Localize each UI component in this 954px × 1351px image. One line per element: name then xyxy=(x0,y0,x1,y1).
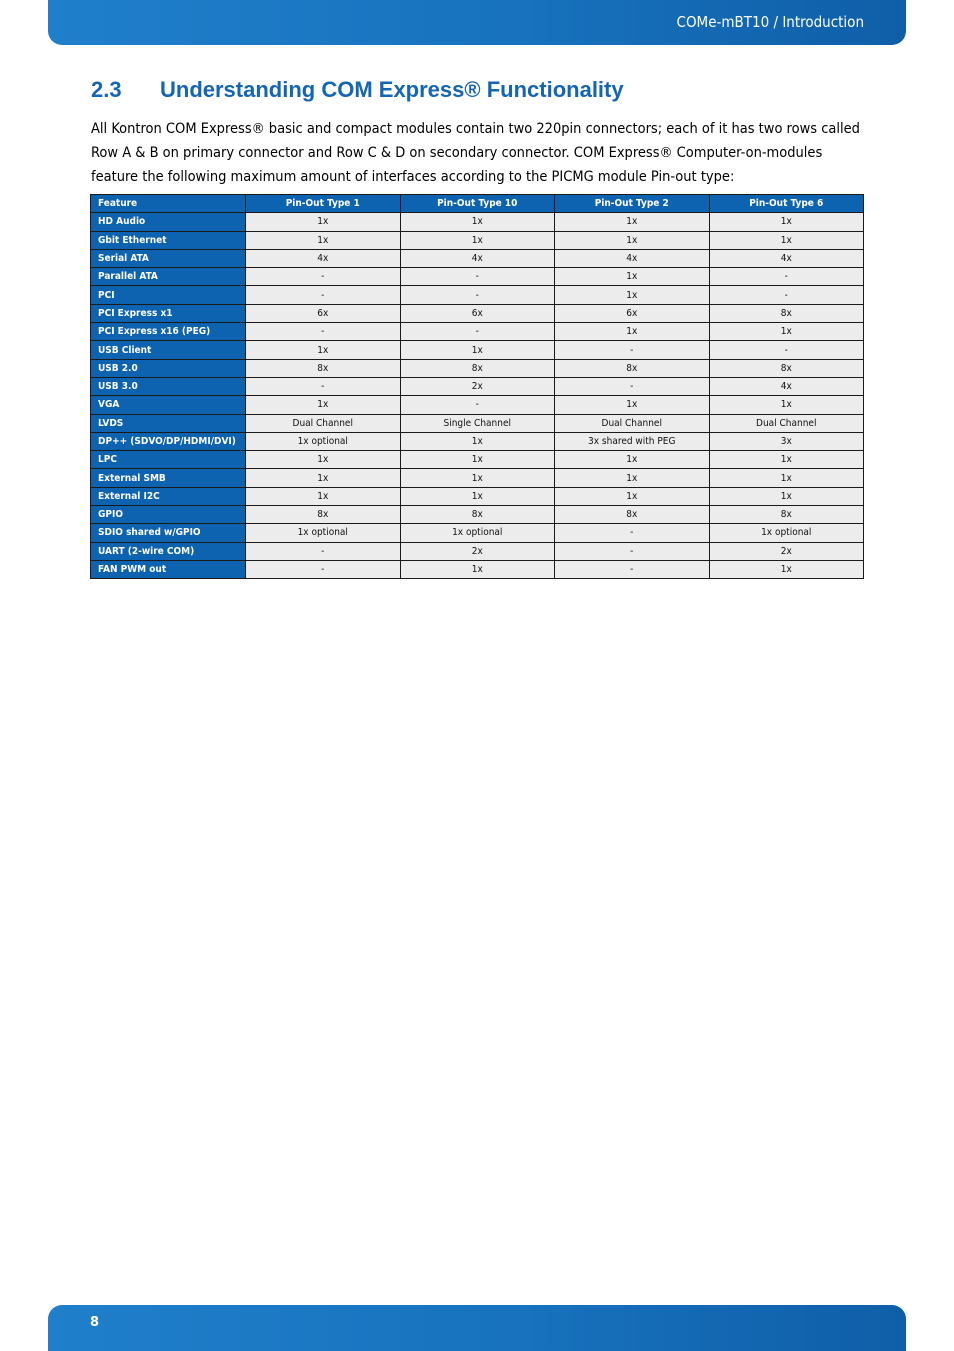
feature-name-cell: USB Client xyxy=(91,341,246,359)
value-cell: 6x xyxy=(246,304,401,322)
value-cell: 8x xyxy=(400,506,555,524)
value-cell: 1x xyxy=(709,323,864,341)
value-cell: 8x xyxy=(709,506,864,524)
table-row xyxy=(91,524,864,542)
value-cell: 3x shared with PEG xyxy=(555,432,710,450)
value-cell: 4x xyxy=(555,249,710,267)
value-cell: - xyxy=(246,323,401,341)
value-cell: 8x xyxy=(246,359,401,377)
feature-name-cell: UART (2-wire COM) xyxy=(91,542,246,560)
section-number: 2.3 xyxy=(91,77,122,102)
feature-name-cell: FAN PWM out xyxy=(91,560,246,578)
value-cell: - xyxy=(709,341,864,359)
feature-name-cell: SDIO shared w/GPIO xyxy=(91,524,246,542)
page-header-bar xyxy=(48,0,906,45)
table-row xyxy=(91,323,864,341)
table-row xyxy=(91,213,864,231)
value-cell: 1x xyxy=(246,341,401,359)
value-cell: 1x xyxy=(246,469,401,487)
feature-name-cell: External SMB xyxy=(91,469,246,487)
value-cell: 8x xyxy=(709,304,864,322)
column-header: Pin-Out Type 1 xyxy=(246,195,401,213)
value-cell: 1x xyxy=(709,469,864,487)
column-header: Feature xyxy=(91,195,246,213)
table-row xyxy=(91,341,864,359)
value-cell: 1x xyxy=(709,396,864,414)
value-cell: 1x xyxy=(709,487,864,505)
value-cell: 1x xyxy=(555,323,710,341)
column-header: Pin-Out Type 6 xyxy=(709,195,864,213)
feature-name-cell: DP++ (SDVO/DP/HDMI/DVI) xyxy=(91,432,246,450)
value-cell: 1x xyxy=(246,213,401,231)
value-cell: 1x xyxy=(709,451,864,469)
feature-name-cell: PCI xyxy=(91,286,246,304)
value-cell: 1x xyxy=(400,560,555,578)
value-cell: 6x xyxy=(400,304,555,322)
value-cell: 1x xyxy=(246,396,401,414)
value-cell: 1x xyxy=(709,231,864,249)
value-cell: 1x xyxy=(555,396,710,414)
table-row xyxy=(91,469,864,487)
value-cell: 1x xyxy=(555,268,710,286)
value-cell: 1x xyxy=(400,231,555,249)
page-footer-bar xyxy=(48,1305,906,1351)
table-row xyxy=(91,377,864,395)
feature-name-cell: VGA xyxy=(91,396,246,414)
value-cell: - xyxy=(555,542,710,560)
value-cell: - xyxy=(246,560,401,578)
feature-table xyxy=(90,194,864,579)
value-cell: 1x xyxy=(246,451,401,469)
column-header: Pin-Out Type 10 xyxy=(400,195,555,213)
value-cell: - xyxy=(400,323,555,341)
value-cell: 8x xyxy=(555,506,710,524)
value-cell: 3x xyxy=(709,432,864,450)
document-title: COMe-mBT10 / Introduction xyxy=(676,13,864,31)
value-cell: 4x xyxy=(709,377,864,395)
value-cell: - xyxy=(246,542,401,560)
feature-name-cell: USB 3.0 xyxy=(91,377,246,395)
value-cell: 4x xyxy=(400,249,555,267)
value-cell: 8x xyxy=(709,359,864,377)
value-cell: - xyxy=(246,286,401,304)
value-cell: 8x xyxy=(246,506,401,524)
feature-name-cell: PCI Express x16 (PEG) xyxy=(91,323,246,341)
intro-paragraph: All Kontron COM Express® basic and compact modules contain two 220pin connectors; each of it has two rows called Row A & B on primary connector and Row C & D on secondary connector. COM Express® Computer-on-modules feature the following maximum amount of interfaces according to the PICMG module Pin-out type: xyxy=(91,121,860,185)
table-row xyxy=(91,286,864,304)
feature-name-cell: PCI Express x1 xyxy=(91,304,246,322)
value-cell: - xyxy=(709,268,864,286)
value-cell: 2x xyxy=(400,542,555,560)
value-cell: 4x xyxy=(709,249,864,267)
feature-name-cell: HD Audio xyxy=(91,213,246,231)
table-header-row xyxy=(91,195,864,213)
value-cell: - xyxy=(400,396,555,414)
value-cell: Dual Channel xyxy=(555,414,710,432)
value-cell: Dual Channel xyxy=(246,414,401,432)
table-row xyxy=(91,414,864,432)
value-cell: 1x xyxy=(400,487,555,505)
value-cell: 1x xyxy=(555,286,710,304)
table-row xyxy=(91,304,864,322)
value-cell: - xyxy=(555,524,710,542)
table-body xyxy=(91,213,864,579)
value-cell: 1x xyxy=(400,469,555,487)
value-cell: 1x xyxy=(555,451,710,469)
section-heading xyxy=(91,77,624,103)
value-cell: 1x xyxy=(709,213,864,231)
value-cell: 1x xyxy=(246,231,401,249)
feature-name-cell: Gbit Ethernet xyxy=(91,231,246,249)
table-row xyxy=(91,249,864,267)
value-cell: - xyxy=(400,286,555,304)
value-cell: 1x optional xyxy=(709,524,864,542)
table-row xyxy=(91,432,864,450)
feature-name-cell: Serial ATA xyxy=(91,249,246,267)
value-cell: 1x xyxy=(400,341,555,359)
section-title: Understanding COM Express® Functionality xyxy=(160,77,624,102)
column-header: Pin-Out Type 2 xyxy=(555,195,710,213)
value-cell: 8x xyxy=(400,359,555,377)
table-row xyxy=(91,396,864,414)
value-cell: - xyxy=(246,377,401,395)
table-row xyxy=(91,560,864,578)
value-cell: Single Channel xyxy=(400,414,555,432)
feature-name-cell: GPIO xyxy=(91,506,246,524)
feature-name-cell: Parallel ATA xyxy=(91,268,246,286)
value-cell: 1x xyxy=(709,560,864,578)
feature-name-cell: LPC xyxy=(91,451,246,469)
value-cell: 1x xyxy=(555,231,710,249)
value-cell: - xyxy=(246,268,401,286)
feature-name-cell: USB 2.0 xyxy=(91,359,246,377)
table-row xyxy=(91,451,864,469)
value-cell: 6x xyxy=(555,304,710,322)
table-row xyxy=(91,359,864,377)
value-cell: - xyxy=(555,377,710,395)
feature-name-cell: LVDS xyxy=(91,414,246,432)
value-cell: - xyxy=(555,341,710,359)
value-cell: 1x xyxy=(555,487,710,505)
value-cell: 8x xyxy=(555,359,710,377)
value-cell: 1x xyxy=(555,213,710,231)
table-row xyxy=(91,506,864,524)
table-row xyxy=(91,487,864,505)
value-cell: 1x optional xyxy=(400,524,555,542)
table-row xyxy=(91,542,864,560)
value-cell: - xyxy=(709,286,864,304)
value-cell: - xyxy=(555,560,710,578)
value-cell: 1x xyxy=(246,487,401,505)
value-cell: 1x xyxy=(400,213,555,231)
value-cell: 1x optional xyxy=(246,524,401,542)
value-cell: 2x xyxy=(400,377,555,395)
page-number: 8 xyxy=(90,1315,100,1330)
value-cell: 2x xyxy=(709,542,864,560)
value-cell: 1x xyxy=(400,451,555,469)
value-cell: 1x optional xyxy=(246,432,401,450)
value-cell: Dual Channel xyxy=(709,414,864,432)
table-row xyxy=(91,231,864,249)
value-cell: 1x xyxy=(555,469,710,487)
value-cell: 1x xyxy=(400,432,555,450)
value-cell: 4x xyxy=(246,249,401,267)
value-cell: - xyxy=(400,268,555,286)
feature-name-cell: External I2C xyxy=(91,487,246,505)
table-row xyxy=(91,268,864,286)
